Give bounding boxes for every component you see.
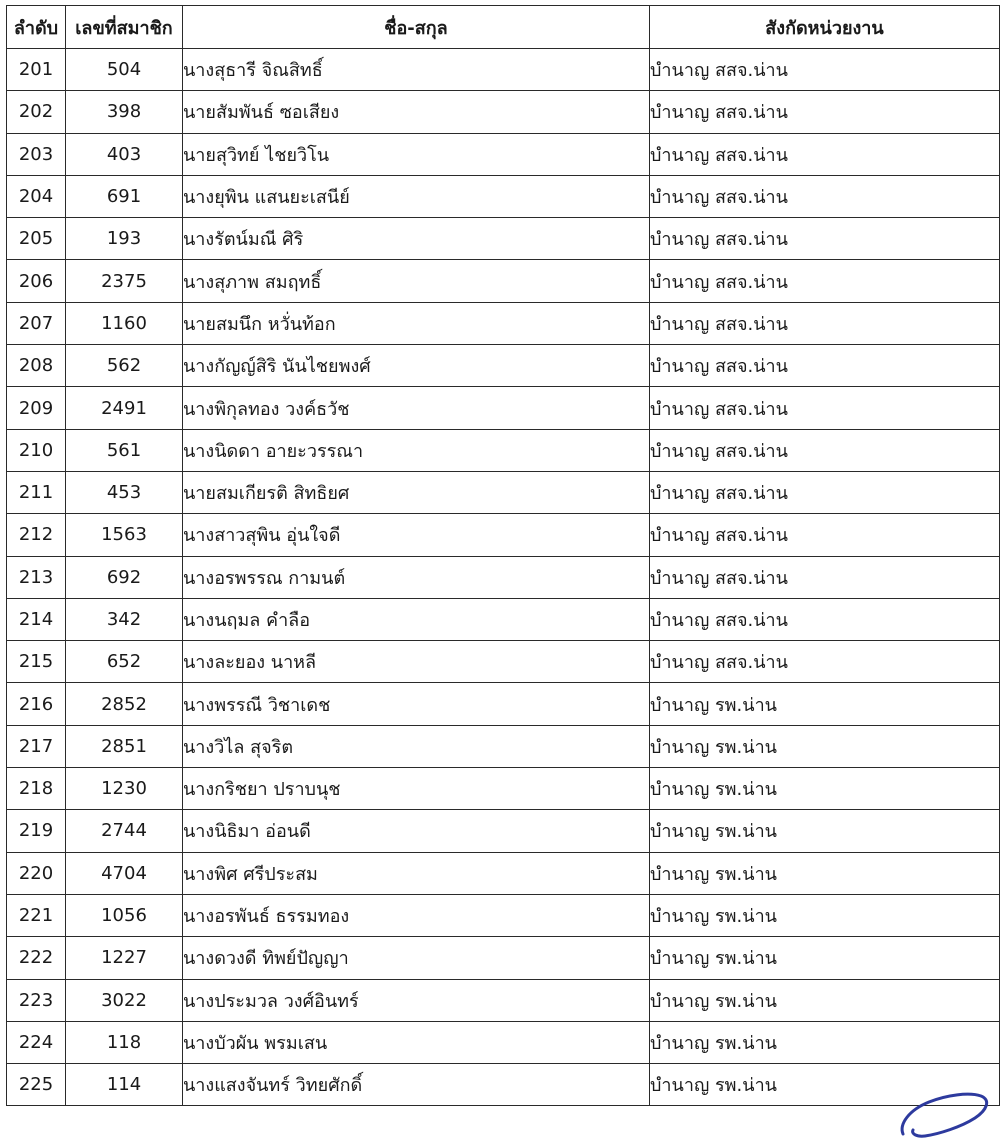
cell-no: 205 [7,218,66,260]
cell-no: 218 [7,768,66,810]
cell-name: นางละยอง นาหลี [183,641,650,683]
cell-name: นางสุภาพ สมฤทธิ์ [183,260,650,302]
cell-name: นายสัมพันธ์ ซอเสียง [183,91,650,133]
table-row [7,894,1000,936]
cell-no: 222 [7,937,66,979]
cell-member-no: 1160 [66,302,183,344]
cell-member-no: 2744 [66,810,183,852]
cell-dept: บำนาญ รพ.น่าน [650,1021,1000,1063]
cell-dept: บำนาญ สสจ.น่าน [650,175,1000,217]
handwritten-mark-stroke [902,1094,987,1136]
table-row [7,218,1000,260]
cell-no: 223 [7,979,66,1021]
cell-name: นางยุพิน แสนยะเสนีย์ [183,175,650,217]
cell-no: 213 [7,556,66,598]
cell-no: 215 [7,641,66,683]
cell-dept: บำนาญ สสจ.น่าน [650,514,1000,556]
cell-dept: บำนาญ รพ.น่าน [650,768,1000,810]
table-row [7,1064,1000,1106]
cell-no: 207 [7,302,66,344]
cell-no: 204 [7,175,66,217]
cell-member-no: 652 [66,641,183,683]
table-row [7,302,1000,344]
cell-member-no: 2852 [66,683,183,725]
cell-dept: บำนาญ สสจ.น่าน [650,260,1000,302]
cell-dept: บำนาญ สสจ.น่าน [650,641,1000,683]
cell-member-no: 561 [66,429,183,471]
cell-no: 211 [7,471,66,513]
cell-member-no: 2851 [66,725,183,767]
cell-name: นายสมนึก หวั่นท้อก [183,302,650,344]
table-row [7,556,1000,598]
cell-name: นางอรพันธ์ ธรรมทอง [183,894,650,936]
cell-member-no: 114 [66,1064,183,1106]
table-body [7,49,1000,1106]
cell-name: นางบัวผัน พรมเสน [183,1021,650,1063]
cell-name: นางกัญญ์สิริ นันไชยพงศ์ [183,345,650,387]
handwritten-mark [895,1090,995,1140]
cell-dept: บำนาญ รพ.น่าน [650,810,1000,852]
cell-dept: บำนาญ รพ.น่าน [650,852,1000,894]
cell-member-no: 562 [66,345,183,387]
cell-dept: บำนาญ รพ.น่าน [650,683,1000,725]
cell-name: นางวิไล สุจริต [183,725,650,767]
cell-no: 216 [7,683,66,725]
cell-no: 225 [7,1064,66,1106]
cell-no: 219 [7,810,66,852]
table-row [7,768,1000,810]
cell-name: นางสุธารี จิณสิทธิ์ [183,49,650,91]
cell-member-no: 504 [66,49,183,91]
table-row [7,937,1000,979]
cell-dept: บำนาญ รพ.น่าน [650,937,1000,979]
cell-member-no: 193 [66,218,183,260]
cell-dept: บำนาญ สสจ.น่าน [650,345,1000,387]
cell-dept: บำนาญ สสจ.น่าน [650,302,1000,344]
cell-dept: บำนาญ สสจ.น่าน [650,429,1000,471]
cell-no: 202 [7,91,66,133]
table-row [7,429,1000,471]
header-row [7,6,1000,49]
cell-name: นายสุวิทย์ ไชยวิโน [183,133,650,175]
table-row [7,133,1000,175]
cell-member-no: 2491 [66,387,183,429]
cell-member-no: 118 [66,1021,183,1063]
table-row [7,387,1000,429]
cell-member-no: 1056 [66,894,183,936]
cell-member-no: 3022 [66,979,183,1021]
cell-no: 220 [7,852,66,894]
cell-member-no: 398 [66,91,183,133]
cell-dept: บำนาญ สสจ.น่าน [650,471,1000,513]
table-header [7,6,1000,49]
cell-no: 209 [7,387,66,429]
cell-name: นางรัตน์มณี ศิริ [183,218,650,260]
cell-dept: บำนาญ สสจ.น่าน [650,91,1000,133]
table-row [7,260,1000,302]
table-row [7,1021,1000,1063]
cell-dept: บำนาญ สสจ.น่าน [650,556,1000,598]
cell-member-no: 1230 [66,768,183,810]
table-row [7,852,1000,894]
header-no: ลำดับ [7,6,66,49]
cell-no: 201 [7,49,66,91]
cell-name: นางแสงจันทร์ วิทยศักดิ์ [183,1064,650,1106]
header-name: ชื่อ-สกุล [183,6,650,49]
cell-dept: บำนาญ สสจ.น่าน [650,49,1000,91]
cell-dept: บำนาญ รพ.น่าน [650,979,1000,1021]
table-row [7,471,1000,513]
table-row [7,725,1000,767]
cell-no: 217 [7,725,66,767]
cell-name: นางสาวสุพิน อุ่นใจดี [183,514,650,556]
cell-name: นางนฤมล คำลือ [183,598,650,640]
cell-member-no: 2375 [66,260,183,302]
cell-no: 208 [7,345,66,387]
cell-dept: บำนาญ สสจ.น่าน [650,218,1000,260]
cell-no: 221 [7,894,66,936]
cell-dept: บำนาญ รพ.น่าน [650,1064,1000,1106]
cell-name: นางนิธิมา อ่อนดี [183,810,650,852]
member-table [6,5,1000,1106]
cell-member-no: 4704 [66,852,183,894]
cell-dept: บำนาญ สสจ.น่าน [650,133,1000,175]
table-row [7,49,1000,91]
table-row [7,641,1000,683]
cell-member-no: 342 [66,598,183,640]
cell-no: 206 [7,260,66,302]
document-page [6,5,999,1106]
cell-name: นายสมเกียรติ สิทธิยศ [183,471,650,513]
cell-name: นางดวงดี ทิพย์ปัญญา [183,937,650,979]
cell-no: 203 [7,133,66,175]
cell-name: นางอรพรรณ กามนต์ [183,556,650,598]
cell-no: 210 [7,429,66,471]
header-member-no: เลขที่สมาชิก [66,6,183,49]
table-row [7,810,1000,852]
cell-no: 212 [7,514,66,556]
cell-member-no: 403 [66,133,183,175]
table-row [7,979,1000,1021]
table-row [7,175,1000,217]
cell-member-no: 1227 [66,937,183,979]
cell-no: 224 [7,1021,66,1063]
table-row [7,91,1000,133]
cell-name: นางนิดดา อายะวรรณา [183,429,650,471]
cell-dept: บำนาญ รพ.น่าน [650,894,1000,936]
table-row [7,598,1000,640]
cell-no: 214 [7,598,66,640]
cell-member-no: 692 [66,556,183,598]
cell-dept: บำนาญ สสจ.น่าน [650,387,1000,429]
cell-name: นางประมวล วงศ์อินทร์ [183,979,650,1021]
cell-member-no: 1563 [66,514,183,556]
cell-name: นางพิกุลทอง วงค์ธวัช [183,387,650,429]
cell-member-no: 453 [66,471,183,513]
cell-name: นางพิศ ศรีประสม [183,852,650,894]
cell-dept: บำนาญ รพ.น่าน [650,725,1000,767]
cell-name: นางกริชยา ปราบนุช [183,768,650,810]
table-row [7,683,1000,725]
table-row [7,345,1000,387]
cell-member-no: 691 [66,175,183,217]
cell-name: นางพรรณี วิชาเดช [183,683,650,725]
header-dept: สังกัดหน่วยงาน [650,6,1000,49]
cell-dept: บำนาญ สสจ.น่าน [650,598,1000,640]
table-row [7,514,1000,556]
